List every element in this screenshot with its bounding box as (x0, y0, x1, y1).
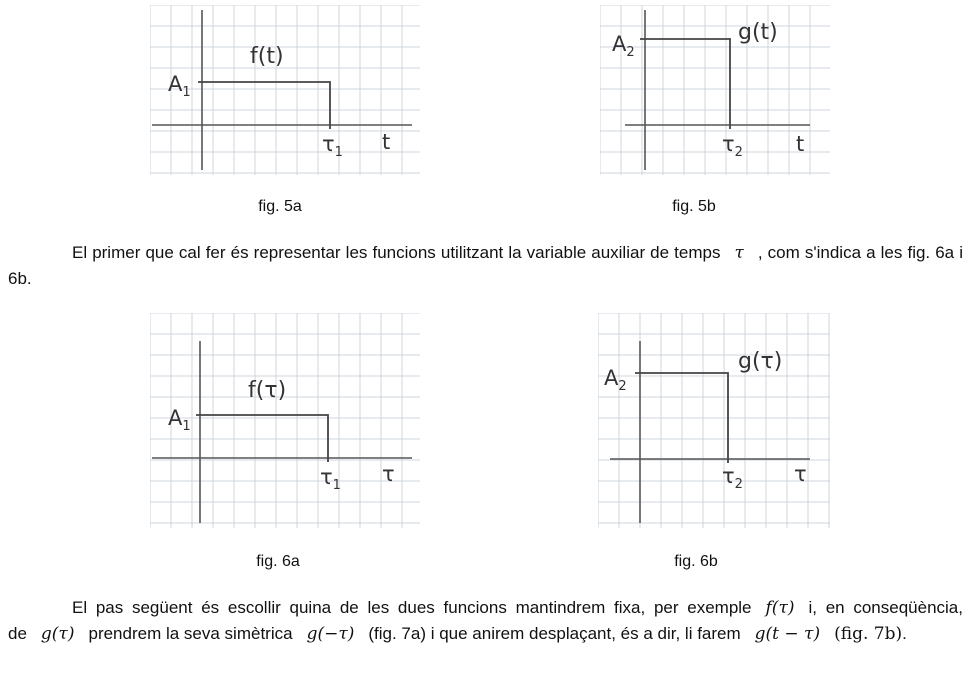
figure-6b-axis-label: τ (794, 462, 807, 486)
paragraph-1-text-b: , com s'indica a les fig. 6a i 6b. (8, 243, 963, 288)
figure-6a-function-label: f(τ) (248, 378, 287, 403)
paragraph-1 (8, 240, 963, 292)
paragraph-1-text-a: El primer que cal fer és representar les funcions utilitzant la variable auxiliar de temps (72, 243, 721, 262)
figure-5a-caption: fig. 5a (258, 198, 302, 215)
paragraph-1-math-tau: τ (734, 243, 744, 263)
figure-5a-tick-label: $\tau_1$ (322, 132, 343, 160)
figure-5a-plot (150, 5, 420, 175)
paragraph-2-text-b: i, en conseqüència, de (8, 598, 963, 643)
figure-6a-plot (150, 313, 420, 528)
figure-5b-caption: fig. 5b (672, 198, 716, 215)
figure-5b-plot (600, 5, 830, 175)
figure-6a-tick-label: $\tau_1$ (320, 465, 341, 493)
figure-5a (150, 5, 420, 175)
figure-5a-function-label: f(t) (250, 44, 284, 69)
figure-6a-amplitude-label: $A_1$ (168, 406, 191, 434)
figure-5b-amplitude-label: $A_2$ (612, 32, 635, 60)
paragraph-2 (8, 595, 963, 647)
figure-6a (150, 313, 420, 528)
figure-5b-pulse (640, 39, 730, 129)
figure-5b-tick-label: $\tau_2$ (722, 132, 743, 160)
figure-5b (600, 5, 830, 175)
figure-5a-amplitude-label: $A_1$ (168, 72, 191, 100)
paragraph-2-text-e: . (902, 624, 907, 643)
figure-6b-plot (598, 313, 830, 528)
figure-6b (598, 313, 830, 528)
paragraph-2-text-d: (fig. 7a) i que anirem desplaçant, és a dir, li farem (368, 624, 741, 643)
figure-6b-function-label: g(τ) (738, 349, 783, 374)
figure-5b-function-label: g(t) (738, 20, 778, 45)
figure-5b-axis-label: t (796, 132, 805, 156)
figure-6b-amplitude-label: $A_2$ (604, 366, 627, 394)
figure-6b-tick-label: $\tau_2$ (722, 464, 743, 492)
paragraph-2-text-c: prendrem la seva simètrica (88, 624, 293, 643)
paragraph-2-math-g-tau: g(τ) (40, 624, 75, 644)
paragraph-2-math-g-t-minus-tau: g(t − τ) (754, 624, 821, 644)
figure-6b-caption: fig. 6b (674, 553, 718, 570)
figure-6a-caption: fig. 6a (256, 553, 300, 570)
paragraph-2-math-g-minus-tau: g(−τ) (306, 624, 355, 644)
paragraph-2-math-f-tau: f(τ) (765, 598, 795, 618)
figure-6a-axis-label: τ (382, 462, 395, 486)
paragraph-2-math-fig7b: (fig. 7b) (834, 624, 903, 644)
figure-5a-axis-label: t (382, 130, 391, 154)
paragraph-2-text-a: El pas següent és escollir quina de les dues funcions mantindrem fixa, per exemple (72, 598, 752, 617)
figure-6b-grid (598, 313, 830, 528)
